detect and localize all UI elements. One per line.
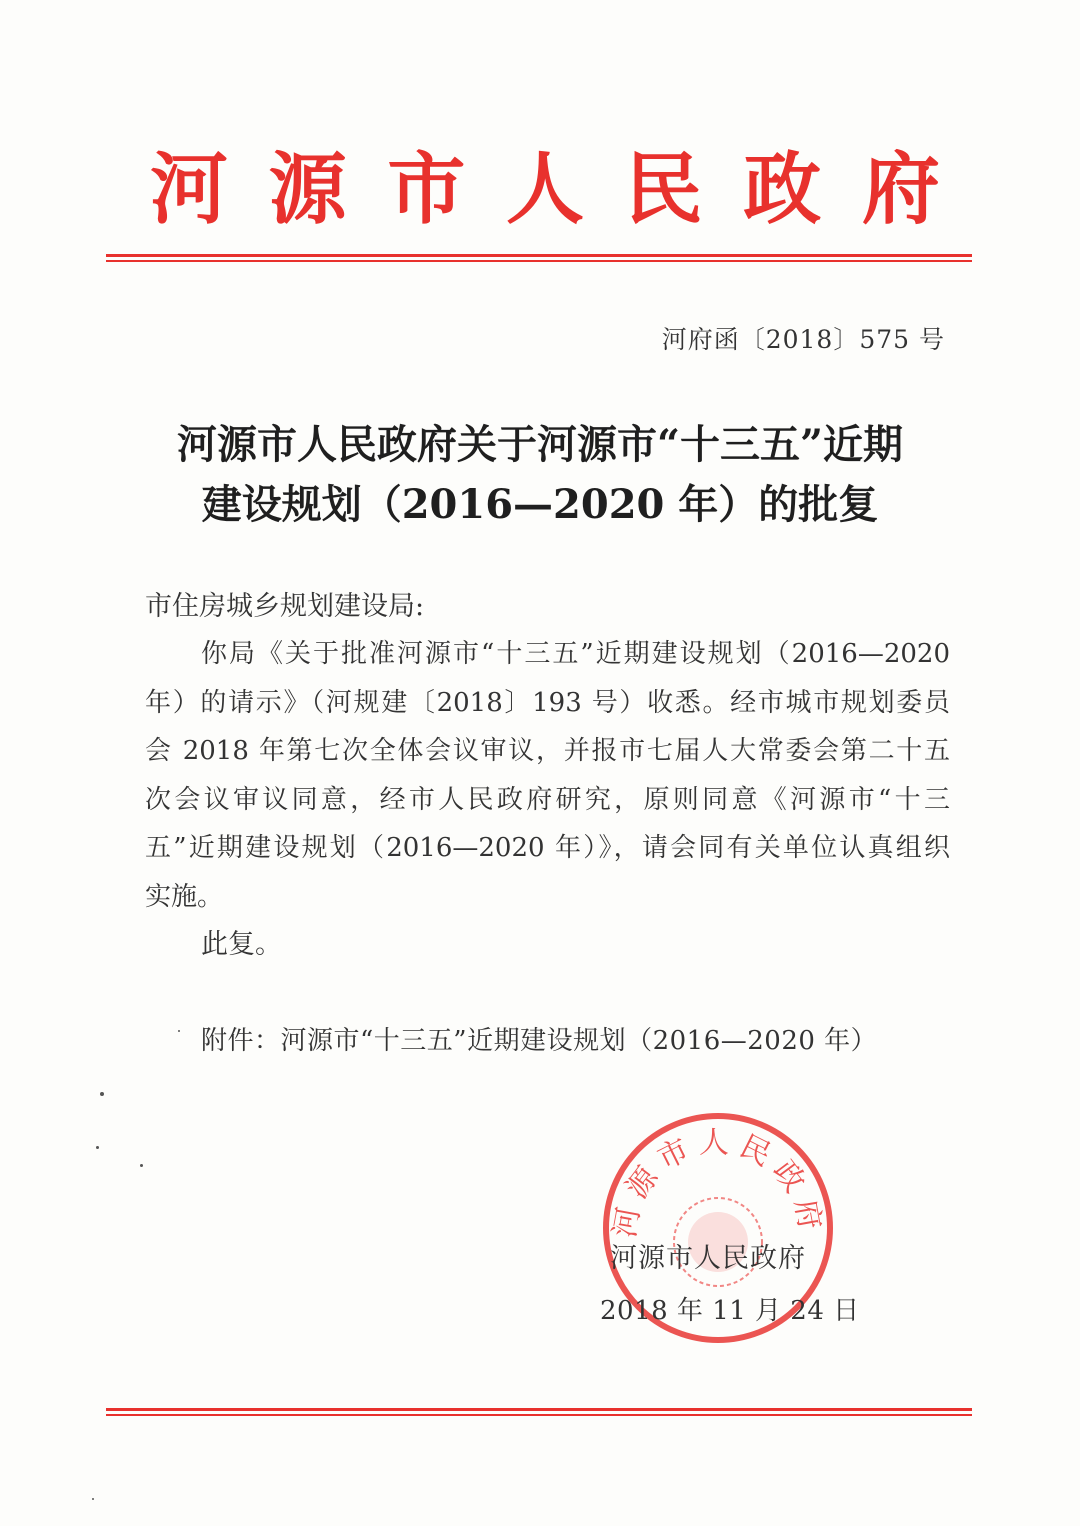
scan-speck: [96, 1146, 99, 1149]
body-paragraph: [145, 630, 950, 922]
footer-divider: [106, 1408, 972, 1416]
issue-date: 2018 年 11 月 24 日: [600, 1296, 860, 1326]
signing-authority: 河源市人民政府: [610, 1243, 806, 1274]
closing-reply: 此复。: [201, 929, 282, 960]
body-line: 五”近期建设规划（2016—2020 年）》，请会同有关单位认真组织: [145, 833, 950, 864]
masthead-char: 政: [743, 144, 822, 235]
body-line: 次会议审议同意，经市人民政府研究，原则同意《河源市“十三: [145, 784, 950, 815]
scan-speck: [140, 1164, 143, 1167]
header-divider: [106, 254, 972, 262]
body-line: 会 2018 年第七次全体会议审议，并报市七届人大常委会第二十五: [145, 736, 950, 767]
scan-speck: [100, 1092, 104, 1096]
attachment-note: 附件：河源市“十三五”近期建设规划（2016—2020 年）: [201, 1026, 878, 1056]
masthead-char: 源: [268, 144, 347, 235]
masthead-char: 人: [505, 144, 584, 235]
body-line: 年）的请示》（河规建〔2018〕193 号）收悉。经市城市规划委员: [145, 687, 950, 718]
scan-speck: [178, 1030, 180, 1032]
masthead-title: [150, 140, 940, 240]
masthead-char: 府: [861, 144, 940, 235]
document-title: [110, 415, 970, 535]
body-line: 你局《关于批准河源市“十三五”近期建设规划（2016—2020: [201, 639, 950, 669]
title-line-1: 河源市人民政府关于河源市“十三五”近期: [176, 421, 903, 468]
title-line-2: 建设规划（2016—2020 年）的批复: [201, 481, 879, 528]
masthead-char: 市: [387, 144, 466, 235]
masthead-char: 民: [624, 144, 703, 235]
masthead-char: 河: [150, 144, 229, 235]
document-number: 河府函〔2018〕575 号: [661, 325, 945, 354]
body-line: 实施。: [145, 881, 224, 912]
addressee: 市住房城乡规划建设局:: [145, 591, 425, 622]
seal-text: 河源市人民政府: [607, 1125, 829, 1241]
scan-speck: [92, 1498, 94, 1500]
